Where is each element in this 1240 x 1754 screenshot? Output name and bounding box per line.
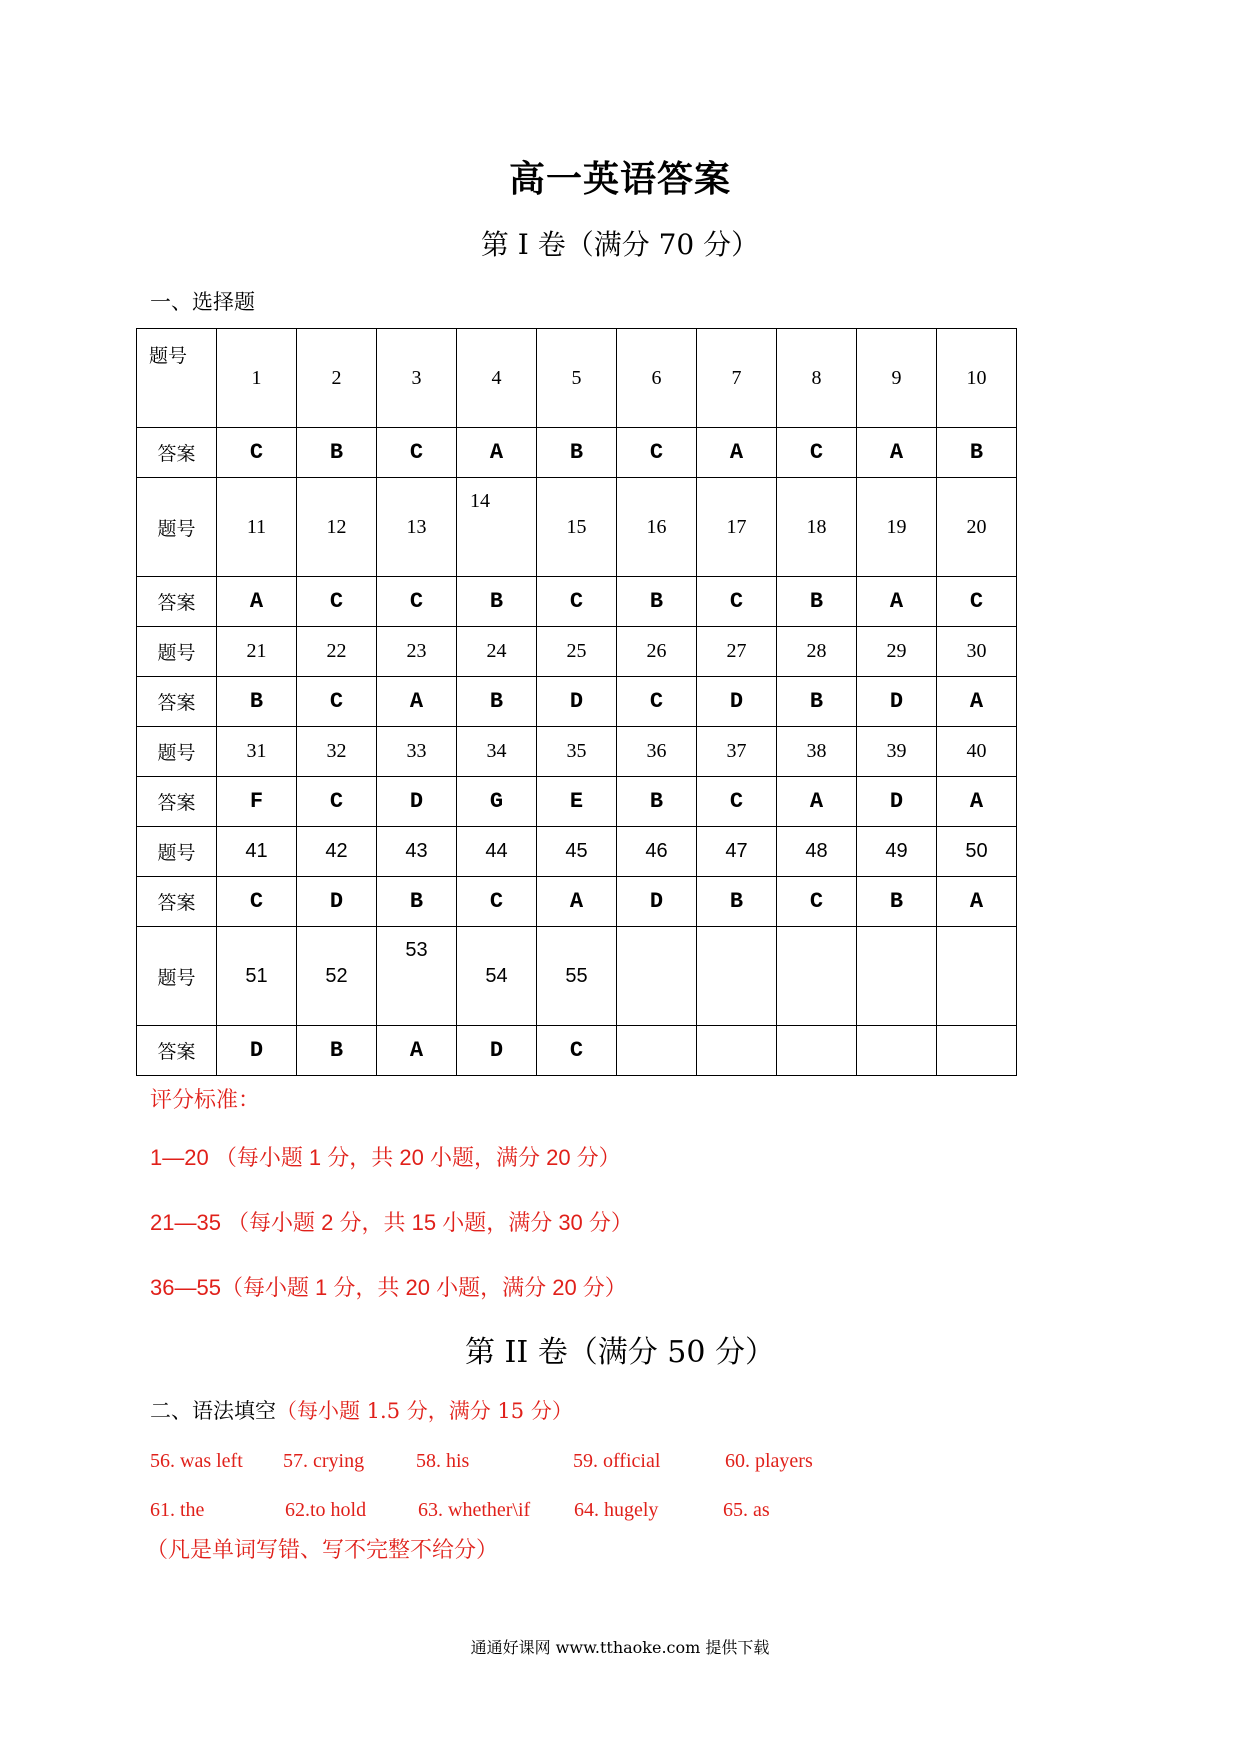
empty-cell — [857, 1026, 937, 1076]
answer-cell: C — [537, 577, 617, 627]
answer-cell: B — [217, 677, 297, 727]
multiple-choice-answer-table — [136, 328, 1017, 1076]
question-number-cell: 43 — [377, 827, 457, 877]
empty-cell — [617, 1026, 697, 1076]
question-number-cell: 17 — [697, 478, 777, 577]
section2-title: 二、语法填空 — [150, 1399, 276, 1423]
answer-row — [137, 877, 1017, 927]
question-number-cell: 26 — [617, 627, 697, 677]
question-number-cell: 21 — [217, 627, 297, 677]
scoring-line: 1—20 （每小题 1 分，共 20 小题，满分 20 分） — [150, 1145, 621, 1170]
scoring-line: 21—35 （每小题 2 分，共 15 小题，满分 30 分） — [150, 1210, 633, 1235]
question-number-cell: 35 — [537, 727, 617, 777]
answer-cell: B — [777, 677, 857, 727]
question-number-label: 题号 — [137, 627, 217, 677]
answer-cell: C — [937, 577, 1017, 627]
answer-cell: A — [377, 1026, 457, 1076]
grammar-answer: 63. whether\if — [418, 1499, 531, 1521]
answer-label: 答案 — [137, 777, 217, 827]
grammar-answer: 57. crying — [283, 1450, 365, 1472]
grammar-answer: 60. players — [725, 1450, 813, 1472]
page-title: 高一英语答案 — [508, 159, 731, 200]
footer-credit: 通通好课网 www.tthaoke.com 提供下载 — [470, 1638, 770, 1657]
answer-cell: C — [697, 577, 777, 627]
empty-cell — [697, 927, 777, 1026]
answer-cell: A — [697, 428, 777, 478]
answer-cell: C — [457, 877, 537, 927]
answer-cell: D — [217, 1026, 297, 1076]
question-number-cell: 24 — [457, 627, 537, 677]
answer-cell: B — [377, 877, 457, 927]
answer-cell: C — [297, 677, 377, 727]
scoring-heading: 评分标准： — [150, 1088, 261, 1113]
question-number-cell: 51 — [217, 927, 297, 1026]
question-number-cell: 3 — [377, 329, 457, 428]
question-number-cell: 34 — [457, 727, 537, 777]
question-number-cell: 32 — [297, 727, 377, 777]
answer-cell: A — [857, 577, 937, 627]
question-number-cell: 12 — [297, 478, 377, 577]
answer-cell: C — [537, 1026, 617, 1076]
answer-cell: B — [697, 877, 777, 927]
empty-cell — [937, 927, 1017, 1026]
answer-cell: A — [937, 777, 1017, 827]
question-number-row — [137, 827, 1017, 877]
question-number-cell: 36 — [617, 727, 697, 777]
question-number-cell: 20 — [937, 478, 1017, 577]
answer-cell: D — [377, 777, 457, 827]
question-number-cell: 42 — [297, 827, 377, 877]
answer-cell: C — [617, 677, 697, 727]
question-number-cell: 6 — [617, 329, 697, 428]
question-number-cell: 33 — [377, 727, 457, 777]
question-number-cell: 8 — [777, 329, 857, 428]
answer-label: 答案 — [137, 1026, 217, 1076]
answer-cell: D — [617, 877, 697, 927]
part1-heading: 第 I 卷（满分 70 分） — [480, 228, 760, 261]
answer-cell: C — [697, 777, 777, 827]
answer-cell: D — [297, 877, 377, 927]
question-number-cell: 28 — [777, 627, 857, 677]
section2-label — [150, 1399, 573, 1424]
question-number-cell: 9 — [857, 329, 937, 428]
answer-cell: B — [297, 1026, 377, 1076]
answer-cell: B — [617, 577, 697, 627]
answer-label: 答案 — [137, 577, 217, 627]
question-number-label: 题号 — [137, 927, 217, 1026]
scoring-line: 36—55（每小题 1 分，共 20 小题，满分 20 分） — [150, 1275, 627, 1300]
question-number-cell: 46 — [617, 827, 697, 877]
answer-cell: A — [537, 877, 617, 927]
question-number-cell: 37 — [697, 727, 777, 777]
section1-label: 一、选择题 — [150, 290, 255, 314]
question-number-cell: 2 — [297, 329, 377, 428]
question-number-row — [137, 627, 1017, 677]
empty-cell — [937, 1026, 1017, 1076]
question-number-cell: 14 — [457, 478, 537, 577]
answer-cell: A — [217, 577, 297, 627]
answer-cell: D — [857, 777, 937, 827]
answer-cell: B — [617, 777, 697, 827]
question-number-label: 题号 — [137, 727, 217, 777]
question-number-cell: 5 — [537, 329, 617, 428]
question-number-row — [137, 478, 1017, 577]
answer-cell: E — [537, 777, 617, 827]
question-number-cell: 25 — [537, 627, 617, 677]
answer-cell: C — [777, 428, 857, 478]
question-number-cell: 11 — [217, 478, 297, 577]
answer-cell: A — [937, 677, 1017, 727]
answer-row — [137, 1026, 1017, 1076]
question-number-cell: 44 — [457, 827, 537, 877]
question-number-cell: 19 — [857, 478, 937, 577]
question-number-cell: 22 — [297, 627, 377, 677]
empty-cell — [777, 927, 857, 1026]
grammar-note: （凡是单词写错、写不完整不给分） — [146, 1538, 499, 1563]
empty-cell — [857, 927, 937, 1026]
grammar-answer: 64. hugely — [574, 1499, 659, 1521]
question-number-row — [137, 329, 1017, 428]
grammar-answer: 65. as — [723, 1499, 770, 1521]
question-number-cell: 40 — [937, 727, 1017, 777]
empty-cell — [697, 1026, 777, 1076]
answer-cell: A — [937, 877, 1017, 927]
answer-cell: C — [377, 428, 457, 478]
answer-cell: D — [537, 677, 617, 727]
question-number-cell: 27 — [697, 627, 777, 677]
answer-cell: B — [457, 577, 537, 627]
question-number-cell: 29 — [857, 627, 937, 677]
answer-cell: B — [777, 577, 857, 627]
question-number-label: 题号 — [137, 478, 217, 577]
answer-label: 答案 — [137, 877, 217, 927]
empty-cell — [777, 1026, 857, 1076]
question-number-cell: 10 — [937, 329, 1017, 428]
question-number-cell: 23 — [377, 627, 457, 677]
question-number-cell: 52 — [297, 927, 377, 1026]
answer-cell: A — [457, 428, 537, 478]
question-number-cell: 15 — [537, 478, 617, 577]
question-number-cell: 38 — [777, 727, 857, 777]
question-number-cell: 39 — [857, 727, 937, 777]
empty-cell — [617, 927, 697, 1026]
answer-row — [137, 777, 1017, 827]
question-number-cell: 53 — [377, 927, 457, 1026]
answer-cell: B — [857, 877, 937, 927]
answer-cell: C — [617, 428, 697, 478]
answer-cell: B — [937, 428, 1017, 478]
question-number-cell: 41 — [217, 827, 297, 877]
answer-cell: B — [537, 428, 617, 478]
question-number-label: 题号 — [137, 827, 217, 877]
answer-cell: A — [777, 777, 857, 827]
question-number-cell: 49 — [857, 827, 937, 877]
answer-row — [137, 428, 1017, 478]
question-number-cell: 7 — [697, 329, 777, 428]
answer-cell: C — [297, 577, 377, 627]
answer-cell: D — [697, 677, 777, 727]
answer-cell: D — [857, 677, 937, 727]
question-number-label: 题号 — [137, 329, 217, 428]
answer-cell: A — [857, 428, 937, 478]
answer-cell: F — [217, 777, 297, 827]
answer-cell: C — [217, 877, 297, 927]
question-number-row — [137, 727, 1017, 777]
answer-cell: C — [377, 577, 457, 627]
answer-cell: C — [777, 877, 857, 927]
answer-cell: G — [457, 777, 537, 827]
answer-cell: B — [297, 428, 377, 478]
question-number-cell: 31 — [217, 727, 297, 777]
section2-note: （每小题 1.5 分，满分 15 分） — [276, 1399, 573, 1423]
question-number-cell: 54 — [457, 927, 537, 1026]
answer-cell: C — [217, 428, 297, 478]
question-number-cell: 13 — [377, 478, 457, 577]
question-number-cell: 30 — [937, 627, 1017, 677]
answer-row — [137, 677, 1017, 727]
answer-cell: A — [377, 677, 457, 727]
question-number-cell: 16 — [617, 478, 697, 577]
grammar-answer: 61. the — [150, 1499, 205, 1521]
answer-label: 答案 — [137, 677, 217, 727]
grammar-answer: 59. official — [573, 1450, 661, 1472]
question-number-cell: 47 — [697, 827, 777, 877]
question-number-cell: 4 — [457, 329, 537, 428]
question-number-cell: 18 — [777, 478, 857, 577]
grammar-answer: 56. was left — [150, 1450, 243, 1472]
grammar-answer: 58. his — [416, 1450, 470, 1472]
answer-label: 答案 — [137, 428, 217, 478]
question-number-row — [137, 927, 1017, 1026]
part2-heading: 第 II 卷（满分 50 分） — [464, 1335, 776, 1370]
question-number-cell: 1 — [217, 329, 297, 428]
question-number-cell: 48 — [777, 827, 857, 877]
answer-row — [137, 577, 1017, 627]
question-number-cell: 55 — [537, 927, 617, 1026]
answer-cell: C — [297, 777, 377, 827]
answer-cell: B — [457, 677, 537, 727]
question-number-cell: 50 — [937, 827, 1017, 877]
grammar-answer: 62.to hold — [285, 1499, 367, 1521]
question-number-cell: 45 — [537, 827, 617, 877]
answer-cell: D — [457, 1026, 537, 1076]
